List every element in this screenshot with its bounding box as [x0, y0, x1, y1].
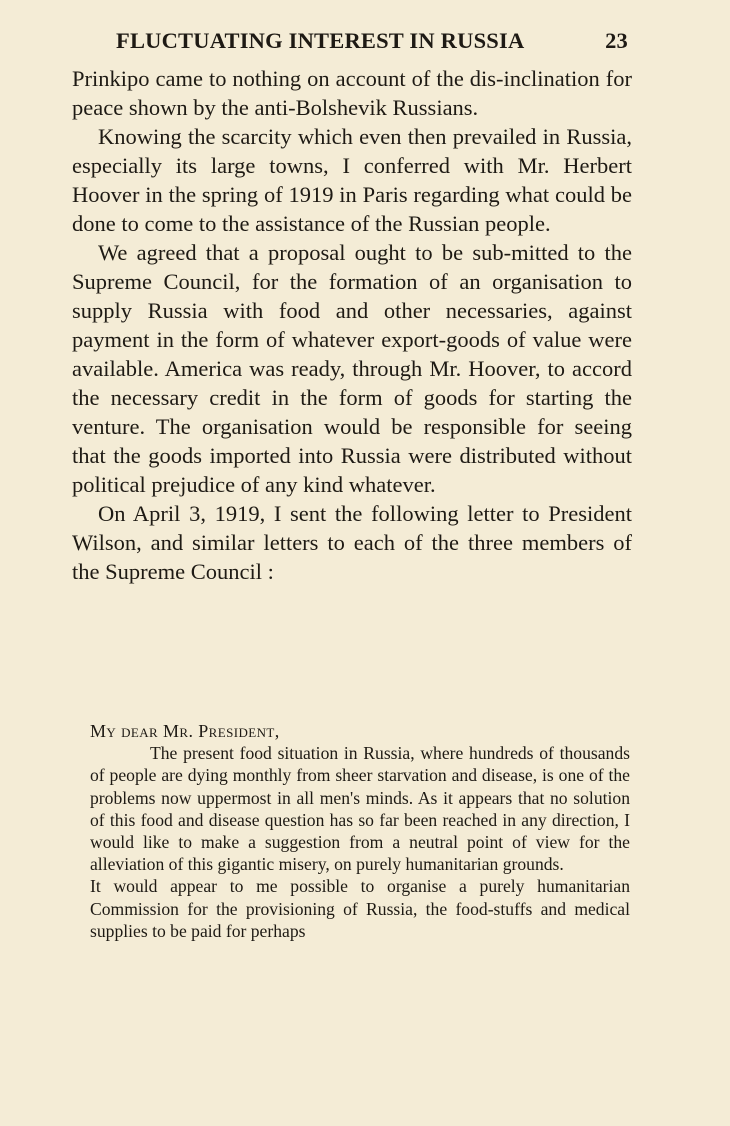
- paragraph-1: Prinkipo came to nothing on account of the dis-inclination for peace shown by the anti-Bolshevik Russians.: [72, 66, 632, 120]
- running-title: FLUCTUATING INTEREST IN RUSSIA: [116, 28, 525, 53]
- running-head: [72, 28, 632, 54]
- paragraph-4: On April 3, 1919, I sent the following letter to President Wilson, and similar letters to each of the three members of the Supreme Council :: [72, 501, 632, 584]
- letter-paragraph-1: The present food situation in Russia, where hundreds of thousands of people are dying monthly from sheer starvation and disease, is one of the problems now uppermost in all men's minds. As it appears that no solution of this food and disease question has so far been reached in any direction, I would like to make a suggestion from a neutral point of view for the alleviation of this gigantic misery, on purely humanitarian grounds.: [90, 743, 630, 875]
- letter-salutation: My dear Mr. President,: [90, 721, 280, 741]
- body-text: [72, 64, 632, 586]
- paragraph-3: We agreed that a proposal ought to be sub-mitted to the Supreme Council, for the formation of an organisation to supply Russia with food and other necessaries, against payment in the form of whatever export-goods of value were available. America was ready, through Mr. Hoover, to accord the necessary credit in the form of goods for starting the venture. The organisation would be responsible for seeing that the goods imported into Russia were distributed without political prejudice of any kind whatever.: [72, 240, 632, 497]
- quoted-letter: [90, 720, 630, 942]
- letter-paragraph-2: It would appear to me possible to organise a purely humanitarian Commission for the provisioning of Russia, the food-stuffs and medical supplies to be paid for perhaps: [90, 876, 630, 941]
- paragraph-2: Knowing the scarcity which even then prevailed in Russia, especially its large towns, I conferred with Mr. Herbert Hoover in the spring of 1919 in Paris regarding what could be done to come to the assistance of the Russian people.: [72, 124, 632, 236]
- page-number: 23: [605, 28, 628, 53]
